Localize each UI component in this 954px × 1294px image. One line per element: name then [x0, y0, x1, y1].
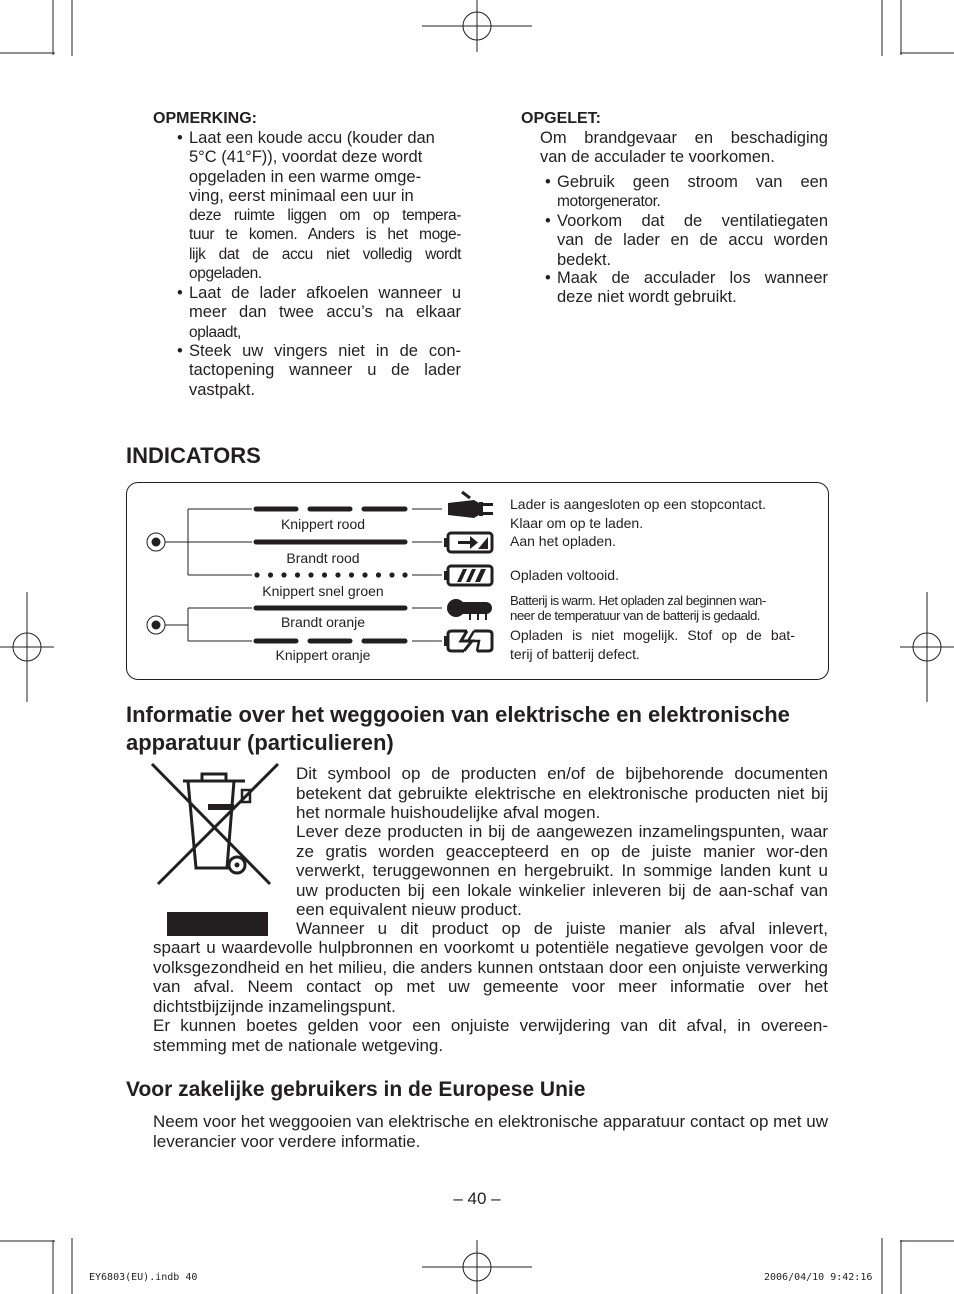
charging-battery-icon: [444, 533, 492, 552]
footer-date: 2006/04/10 9:42:16: [764, 1272, 873, 1283]
indicator-desc-3: Opladen voltooid.: [510, 567, 619, 583]
indicator-desc-2: Aan het opladen.: [510, 533, 616, 549]
fast-blink-pattern: [254, 572, 407, 577]
weee-paragraph-3b: spaart u waardevolle hulpbronnen en voorkomt u potentiële negatieve gevolgen voor de volksgezondheid en het milieu, die anders kunnen ontstaan door een onjuiste verwerking van afval. Neem contact op met uw gemeente voor meer informatie over het dichtstbijzijnde inzamelingspunt.: [153, 938, 828, 1016]
indicators-title: INDICATORS: [126, 443, 261, 468]
weee-title-line2: apparatuur (particulieren): [126, 730, 394, 755]
page-number: – 40 –: [453, 1189, 501, 1208]
footer-file: EY6803(EU).indb 40: [89, 1272, 198, 1283]
weee-paragraph-3a: Wanneer u dit product op de juiste manier als afval inlevert,: [296, 919, 828, 938]
bullet-dot: •: [545, 212, 551, 230]
plug-icon: [448, 492, 493, 518]
business-title: Voor zakelijke gebruikers in de Europese Unie: [126, 1078, 586, 1101]
weee-paragraph-4: Er kunnen boetes gelden voor een onjuiste verwijdering van dit afval, in overeen-stemming met de nationale wetgeving.: [153, 1016, 828, 1055]
bullet-dot: •: [177, 129, 183, 147]
opmerking-heading: OPMERKING:: [153, 110, 257, 127]
broken-battery-icon: [444, 631, 492, 651]
opgelet-intro: Om brandgevaar en beschadiging van de acculader te voorkomen.: [540, 129, 828, 167]
indicator-desc-4: Batterij is warm. Het opladen zal beginnen wan- neer de temperatuur van de batterij is gedaald.: [510, 593, 766, 623]
indicator-desc-1: Lader is aangesloten op een stopcontact. Klaar om op te laden.: [510, 496, 767, 531]
weee-paragraph-2: Lever deze producten in bij de aangewezen inzamelingspunten, waar ze gratis worden geaccepteerd en op de juiste manier wor-den verwerkt, teruggewonnen en hergebruikt. In sommige landen kunt u uw producten bij een lokale winkelier inleveren bij de aan-schaf van een equivalent nieuw product.: [296, 822, 828, 919]
bullet-dot: •: [177, 284, 183, 302]
opgelet-heading: OPGELET:: [521, 110, 602, 127]
thermometer-icon: [447, 599, 492, 620]
indicator-label-5: Knippert oranje: [275, 647, 371, 663]
crossed-out-wheelie-bin-icon: [150, 760, 282, 940]
indicator-label-4: Brandt oranje: [280, 614, 366, 630]
bullet-dot: •: [177, 342, 183, 360]
bullet-dot: •: [545, 173, 551, 191]
bullet-dot: •: [545, 269, 551, 287]
indicator-label-1: Knippert rood: [280, 516, 366, 532]
indicator-desc-5: Opladen is niet mogelijk. Stof op de bat- terij of batterij defect.: [510, 627, 795, 662]
weee-paragraph-1: Dit symbool op de producten en/of de bijbehorende documenten betekent dat gebruikte elektrische en elektronische producten niet bij het normale huishoudelijke afval mogen.: [296, 764, 828, 822]
weee-title-line1: Informatie over het weggooien van elektrische en elektronische: [126, 702, 790, 727]
business-text: Neem voor het weggooien van elektrische en elektronische apparatuur contact op met uw leverancier voor verdere informatie.: [153, 1112, 828, 1151]
indicator-label-2: Brandt rood: [286, 550, 360, 566]
indicator-label-3: Knippert snel groen: [262, 583, 384, 599]
full-battery-icon: [444, 566, 492, 585]
